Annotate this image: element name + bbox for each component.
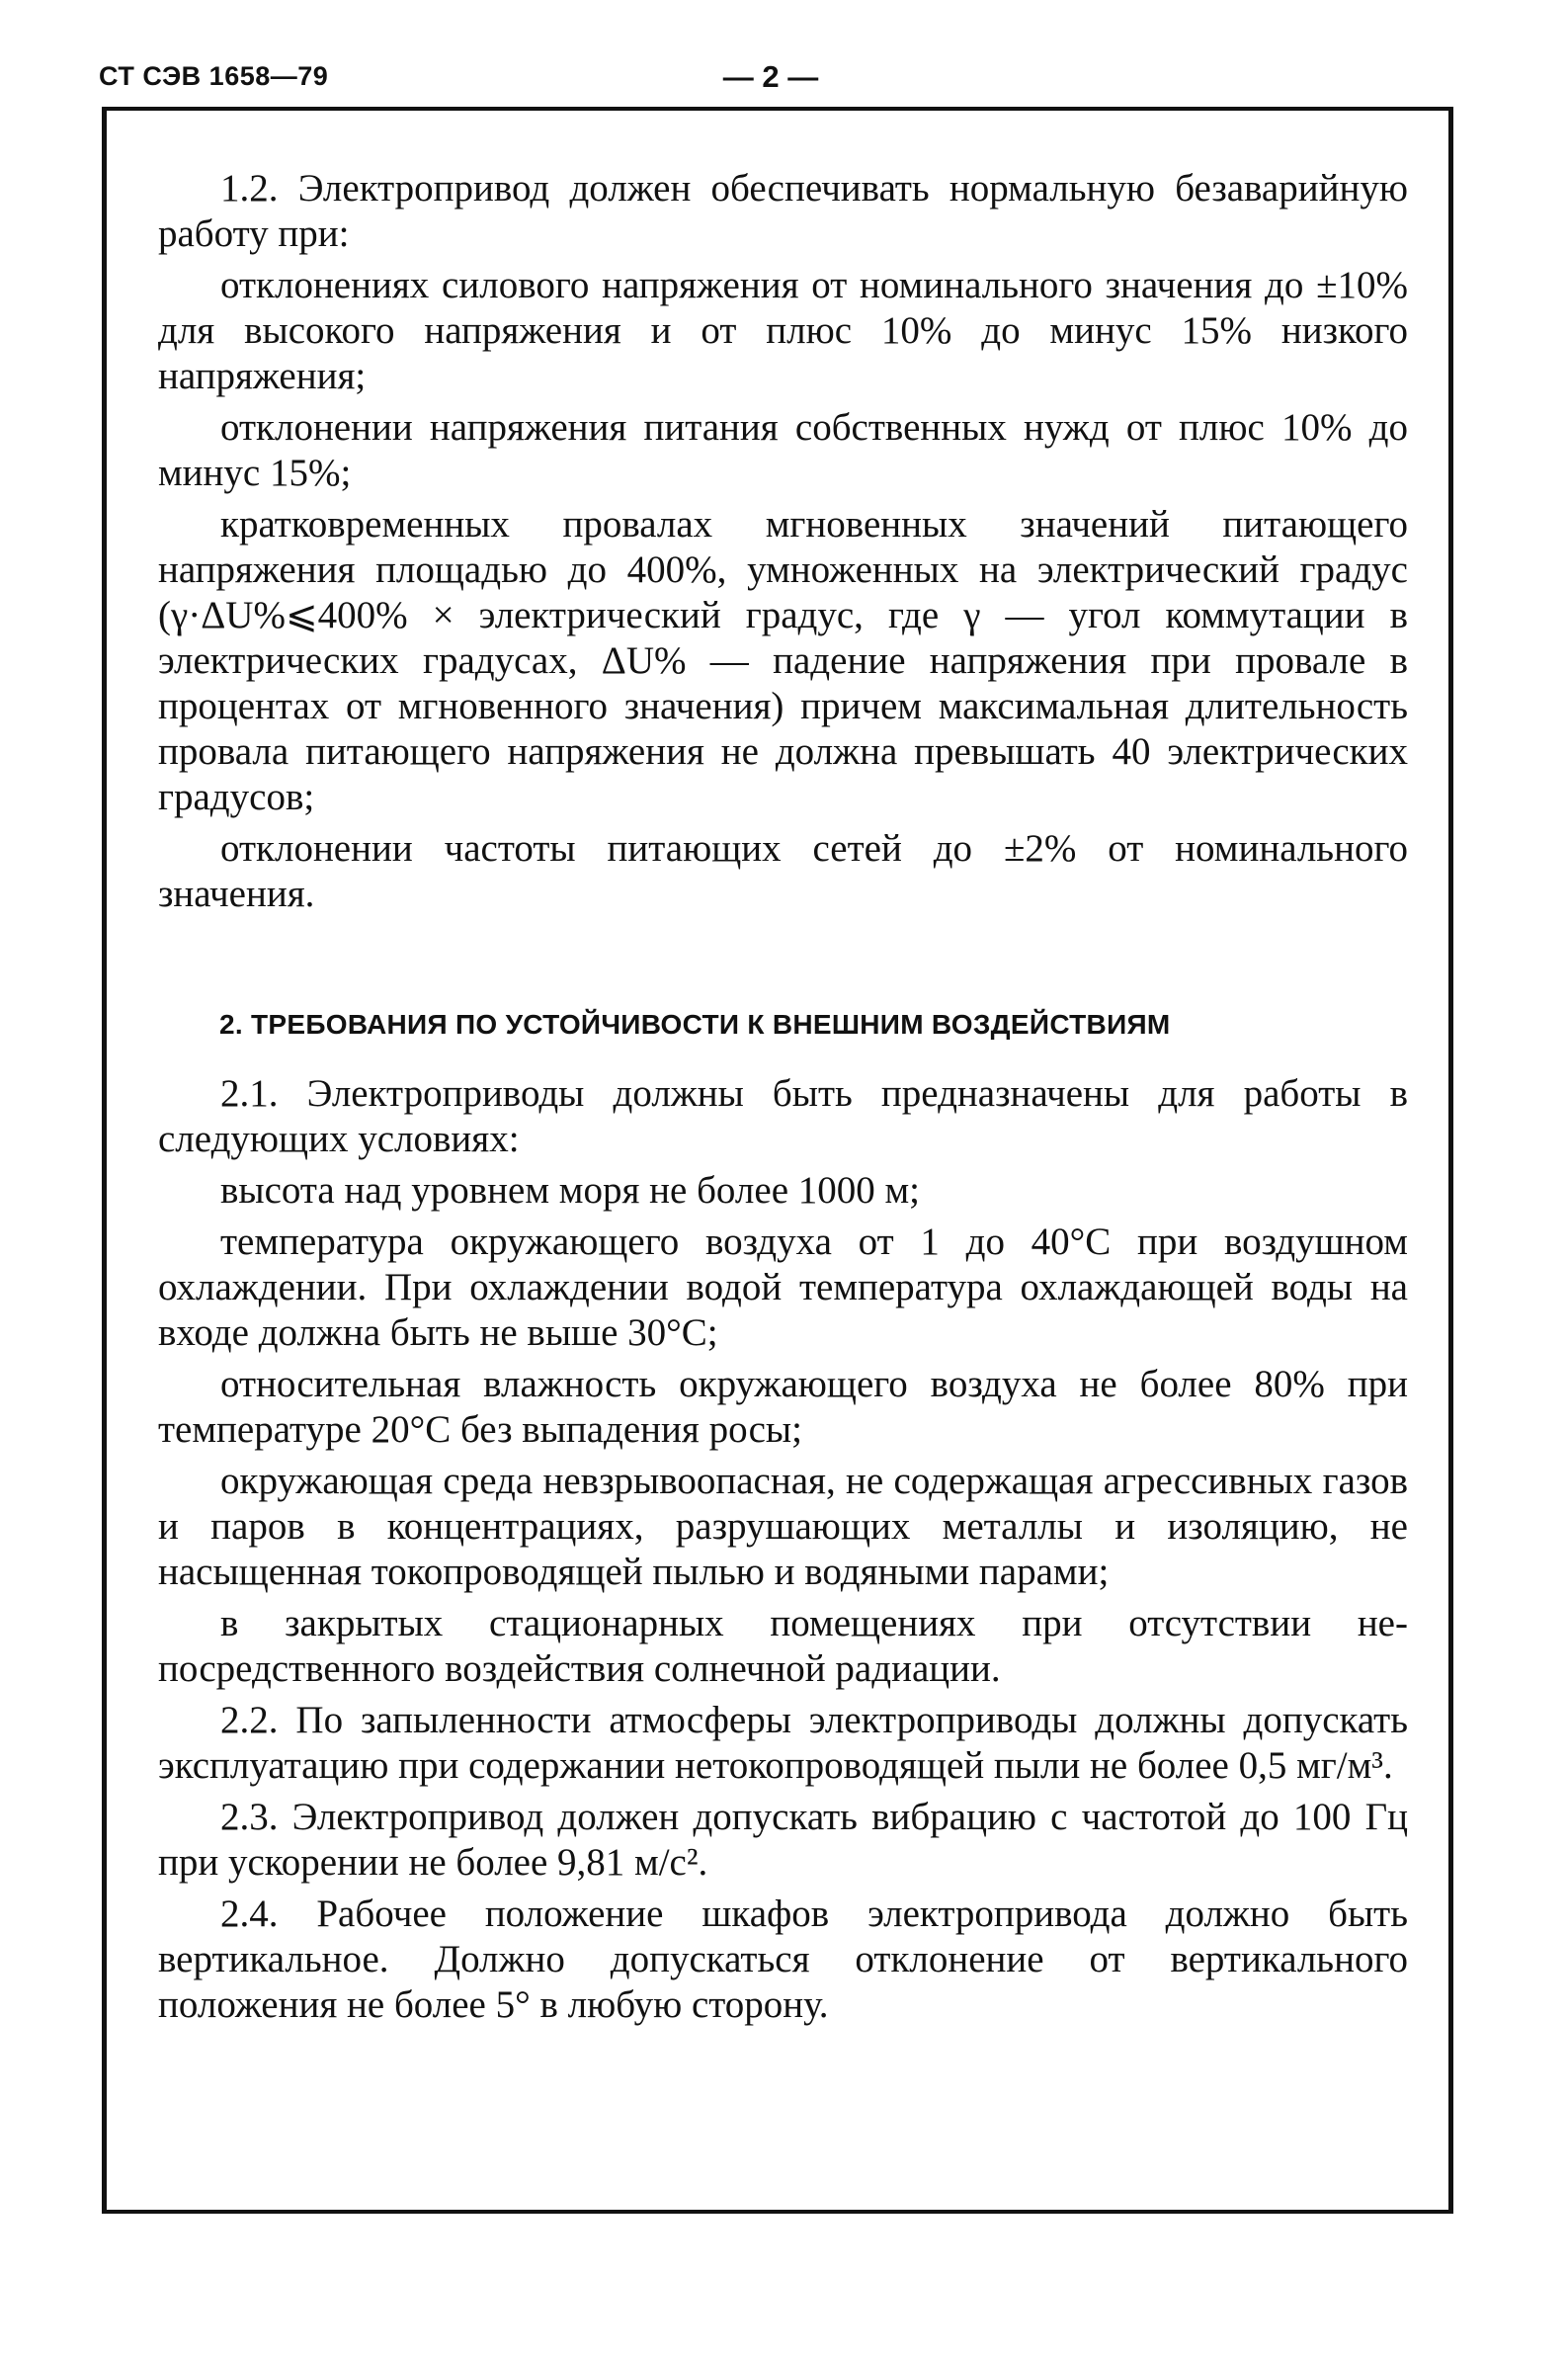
clause-1-2-item-power-voltage: отклонениях силового напряжения от номинального значения до ±10% для высокого напряжения и от плюс 10% до минус 15% низкого напряжения; (158, 264, 1408, 397)
page-number: — 2 — (722, 59, 819, 94)
clause-2-1-item-indoor: в закрытых стационарных помещениях при отсутствии непосредственного воздействия солнечной радиации. (158, 1602, 1408, 1690)
clause-2-1-item-humidity: относительная влажность окружающего воздуха не более 80% при температуре 20°С без выпадения росы; (158, 1363, 1408, 1451)
clause-2-1-item-environment: окружающая среда невзрывоопасная, не содержащая агрессивных газов и паров в концентрациях, разрушающих металлы и изоляцию, не насыщенная токопроводящей пылью и водяными парами; (158, 1460, 1408, 1593)
clause-2-1-item-altitude: высота над уровнем моря не более 1000 м; (220, 1169, 921, 1212)
clause-2-3: 2.3. Электропривод должен допускать вибрацию с частотой до 100 Гц при ускорении не более 9,81 м/с². (158, 1796, 1408, 1884)
standard-code: СТ СЭВ 1658—79 (99, 61, 329, 91)
clause-2-4: 2.4. Рабочее положение шкафов электропривода должно быть вертикальное. Должно допускаться отклонение от вертикального положения не более 5° в любую сторону. (158, 1892, 1408, 2026)
clause-1-2: 1.2. Электропривод должен обеспечивать нормальную безаварийную работу при: (158, 167, 1408, 255)
clause-2-2: 2.2. По запыленности атмосферы электроприводы должны допускать эксплуатацию при содержании нетокопроводящей пыли не более 0,5 мг/м³. (158, 1699, 1408, 1787)
section-2-title: 2. ТРЕБОВАНИЯ ПО УСТОЙЧИВОСТИ К ВНЕШНИМ ВОЗДЕЙСТВИЯМ (219, 1009, 1171, 1040)
clause-2-1: 2.1. Электроприводы должны быть предназначены для работы в следующих условиях: (158, 1072, 1408, 1160)
clause-2-1-item-temperature: температура окружающего воздуха от 1 до 40°С при воздушном охлаждении. При охлаждении водой температура охлаждающей воды на входе должна быть не выше 30°С; (158, 1220, 1408, 1354)
clause-1-2-item-voltage-dips: кратковременных провалах мгновенных значений питающего напряжения площадью до 400%, умноженных на электрический градус (γ·ΔU%⩽400% × электрический градус, где γ — угол коммутации в электрических градусах, ΔU% — падение напряжения при провале в процентах от мгновенного значения) причем максимальная длительность провала питающего напряжения не должна превышать 40 электрических градусов; (158, 503, 1408, 818)
clause-1-2-item-frequency: отклонении частоты питающих сетей до ±2% от номинального значения. (158, 827, 1408, 915)
document-body (158, 166, 1408, 2034)
clause-1-2-item-aux-voltage: отклонении напряжения питания собственных нужд от плюс 10% до минус 15%; (158, 406, 1408, 494)
